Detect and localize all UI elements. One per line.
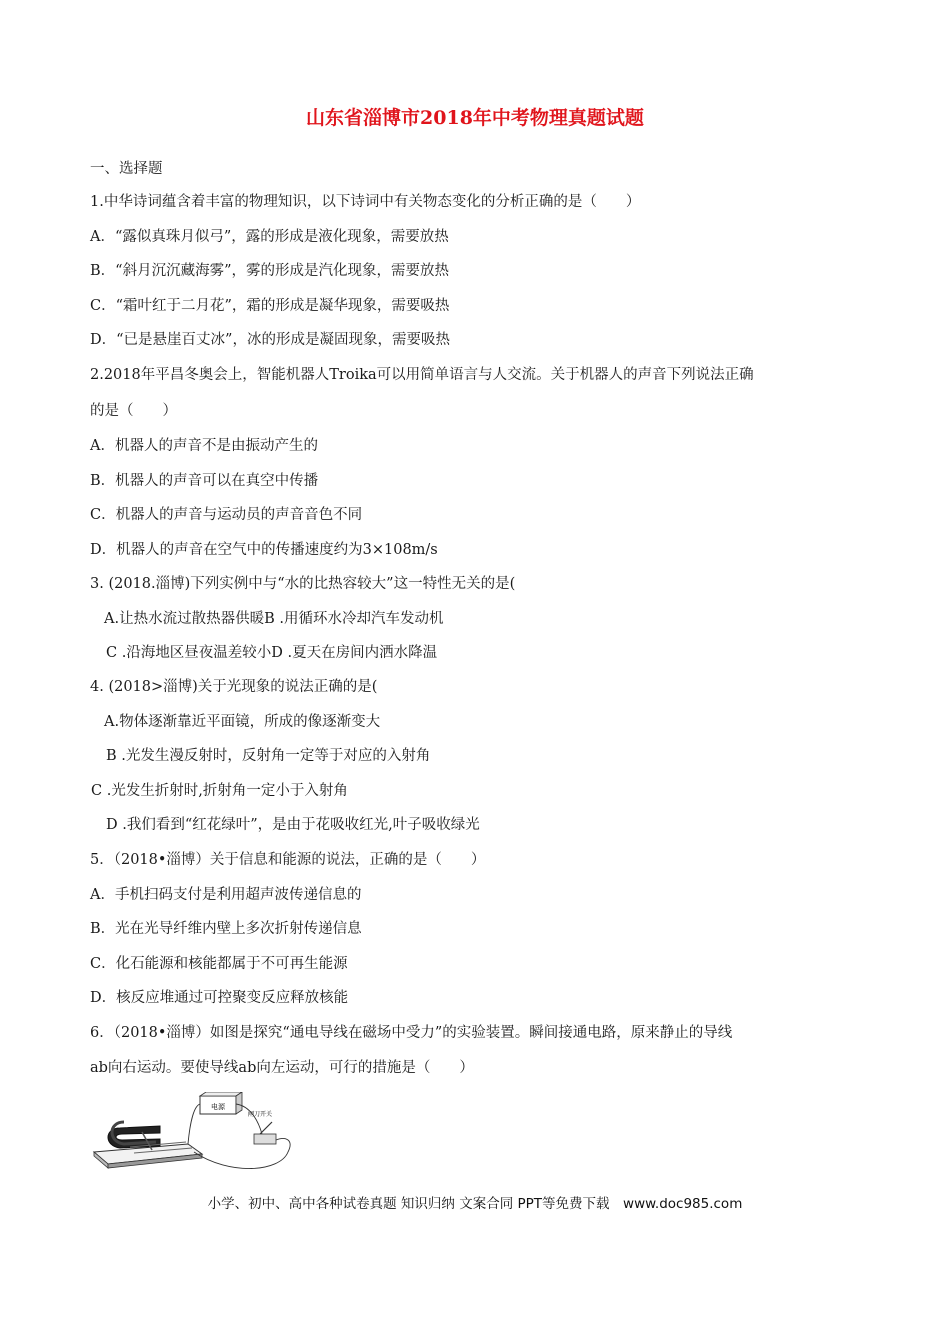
- section-heading: 一、选择题: [90, 161, 163, 177]
- knife-switch: [248, 1110, 276, 1144]
- q3-options-cd: C .沿海地区昼夜温差较小D .夏天在房间内洒水降温: [106, 645, 438, 661]
- q2-option-a: A．机器人的声音不是由振动产生的: [90, 438, 318, 454]
- q1-option-d: D．“已是悬崖百丈冰”，冰的形成是凝固现象，需要吸热: [90, 332, 450, 348]
- wire: [188, 1104, 200, 1144]
- page-title: 山东省淄博市2018年中考物理真题试题: [306, 107, 644, 129]
- q4-stem: 4. (2018>淄博)关于光现象的说法正确的是(: [90, 679, 378, 695]
- q1-option-a: A．“露似真珠月似弓”，露的形成是液化现象，需要放热: [90, 229, 449, 245]
- q6-stem-line2: ab向右运动。要使导线ab向左运动，可行的措施是（ ）: [90, 1060, 474, 1076]
- q4-option-a: A.物体逐渐靠近平面镜，所成的像逐渐变大: [104, 714, 381, 730]
- q2-stem-line1: 2.2018年平昌冬奥会上，智能机器人Troika可以用简单语言与人交流。关于机器人的声音下列说法正确: [90, 367, 754, 383]
- q5-option-c: C．化石能源和核能都属于不可再生能源: [90, 956, 348, 972]
- q2-stem-line2: 的是（ ）: [90, 403, 177, 419]
- switch-label: 闸刀开关: [247, 1111, 273, 1118]
- q1-stem: 1.中华诗词蕴含着丰富的物理知识，以下诗词中有关物态变化的分析正确的是（ ）: [90, 194, 641, 210]
- q2-option-b: B．机器人的声音可以在真空中传播: [90, 473, 319, 489]
- q6-stem-line1: 6．（2018•淄博）如图是探究“通电导线在磁场中受力”的实验装置。瞬间接通电路，原来静止的导线: [90, 1025, 733, 1041]
- q3-options-ab: A.让热水流过散热器供暖B .用循环水冷却汽车发动机: [104, 611, 444, 627]
- q4-option-c: C .光发生折射时,折射角一定小于入射角: [91, 783, 348, 799]
- q5-option-d: D．核反应堆通过可控聚变反应释放核能: [90, 990, 349, 1006]
- experiment-apparatus-figure: [90, 1092, 306, 1178]
- q4-option-d: D .我们看到“红花绿叶”，是由于花吸收红光,叶子吸收绿光: [106, 817, 480, 833]
- power-supply-label: 电源: [211, 1103, 225, 1111]
- q5-option-a: A．手机扫码支付是利用超声波传递信息的: [90, 887, 362, 903]
- q5-stem: 5．（2018•淄博）关于信息和能源的说法，正确的是（ ）: [90, 852, 486, 868]
- q1-option-b: B．“斜月沉沉藏海雾”，雾的形成是汽化现象，需要放热: [90, 263, 449, 279]
- page-footer: 小学、初中、高中各种试卷真题 知识归纳 文案合同 PPT等免费下载 www.doc985.com: [207, 1196, 743, 1212]
- q1-option-c: C．“霜叶红于二月花”，霜的形成是凝华现象，需要吸热: [90, 298, 450, 314]
- power-supply: [200, 1092, 242, 1114]
- q4-option-b: B .光发生漫反射时，反射角一定等于对应的入射角: [106, 748, 431, 764]
- q3-stem: 3. (2018.淄博)下列实例中与“水的比热容较大”这一特性无关的是(: [90, 576, 516, 592]
- q2-option-d: D．机器人的声音在空气中的传播速度约为3×108m/s: [90, 542, 438, 558]
- u-magnet: [108, 1122, 160, 1148]
- q2-option-c: C．机器人的声音与运动员的声音音色不同: [90, 507, 363, 523]
- q5-option-b: B．光在光导纤维内壁上多次折射传递信息: [90, 921, 362, 937]
